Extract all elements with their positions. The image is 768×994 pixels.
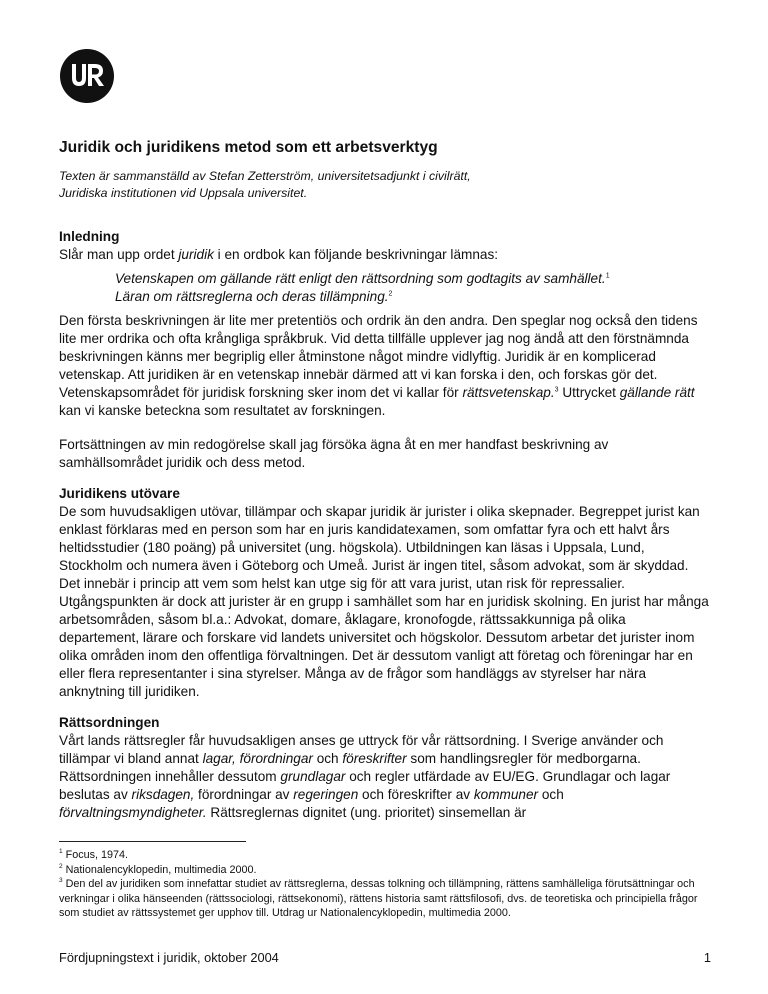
section-utovare bbox=[59, 484, 709, 701]
footnote: $^1$ Focus, 1974. bbox=[59, 848, 129, 861]
footnotes bbox=[59, 848, 711, 921]
section-heading: Inledning bbox=[59, 229, 120, 244]
definition-quotes bbox=[115, 270, 709, 306]
section-inledning bbox=[59, 227, 709, 472]
quote-line: Vetenskapen om gällande rätt enligt den rättsordning som godtagits av samhället.$^1$ bbox=[115, 271, 610, 286]
section-rattsordningen bbox=[59, 713, 709, 822]
document-body bbox=[59, 138, 709, 822]
page-title: Juridik och juridikens metod som ett arbetsverktyg bbox=[59, 139, 438, 156]
footnote-ref[interactable]: 1 bbox=[605, 272, 610, 280]
body-paragraph: Fortsättningen av min redogörelse skall jag försöka ägna åt en mer handfast beskrivning av samhällsområdet juridik och dess metod. bbox=[59, 437, 609, 470]
section-heading: Juridikens utövare bbox=[59, 486, 180, 501]
byline-line: Texten är sammanställd av Stefan Zetterström, universitetsadjunkt i civilrätt, bbox=[59, 169, 471, 183]
footnote-ref[interactable]: 3 bbox=[554, 386, 559, 394]
byline-line: Juridiska institutionen vid Uppsala universitet. bbox=[59, 186, 308, 200]
footnote: $^2$ Nationalencyklopedin, multimedia 2000. bbox=[59, 862, 257, 876]
page-number: 1 bbox=[703, 950, 711, 965]
intro-paragraph: Slår man upp ordet juridik i en ordbok kan följande beskrivningar lämnas: bbox=[59, 247, 499, 262]
quote-line: Läran om rättsreglerna och deras tillämpning.$^2$ bbox=[115, 289, 393, 304]
footnote-divider bbox=[59, 841, 246, 842]
body-paragraph: Vårt lands rättsregler får huvudsakligen anses ge uttryck för vår rättsordning. I Sverige använder och tillämpar vi bland annat lagar, förordningar och föreskrifter som handlingsregler för medborgarna. Rättsordningen innehåller dessutom grundlagar och regler utfärdade av EU/EG. Grundlagar och lagar beslutas av riksdagen, förordningar av regeringen och föreskrifter av kommuner och förvaltningsmyndigheter. Rättsreglernas dignitet (ung. prioritet) sinsemellan är bbox=[59, 733, 671, 820]
section-heading: Rättsordningen bbox=[59, 715, 160, 730]
page-footer bbox=[59, 950, 711, 966]
body-paragraph: Den första beskrivningen är lite mer pretentiös och ordrik än den andra. Den speglar nog också den tidens lite mer ordrika och ofta krångliga språkbruk. Vid detta tillfälle upplever jag nog ändå att den förstnämnda beskrivningen känns mer begriplig eller åtminstone något mindre vidlyftig. Juridik är en komplicerad vetenskap. Att juridiken är en vetenskap innebär därmed att vi kan forska i den, och forskas gör det. Vetenskapsområdet för juridisk forskning sker inom det vi kallar för rättsvetenskap.$^3$ Uttrycket gällande rätt kan vi kanske beteckna som resultatet av forskningen. bbox=[59, 313, 698, 418]
byline bbox=[59, 168, 709, 202]
footer-text: Fördjupningstext i juridik, oktober 2004 bbox=[59, 950, 279, 965]
body-paragraph: De som huvudsakligen utövar, tillämpar och skapar juridik är jurister i olika skepnader. Begreppet jurist kan enklast förklaras med en person som har en juris kandidatexamen, som omfattar fyra och ett halvt års heltidsstudier (180 poäng) på universitet (ung. högskola). Utbildningen kan läsas i Uppsala, Lund, Stockholm och numera även i Göteborg och Umeå. Jurist är ingen titel, såsom advokat, som är skyddad. Det innebär i princip att vem som helst kan utge sig för att vara jurist, utan risk för repressalier. Utgångspunkten är dock att jurister är en grupp i samhället som har en juridisk skolning. En jurist har många arbetsområden, såsom bl.a.: Advokat, domare, åklagare, kronofogde, rättssakkunniga på olika departement, lärare och forskare vid landets universitet och högskolor. Dessutom arbetar det jurister inom olika områden inom den offentliga förvaltningen. Det är dessutom vanligt att företag och föreningar har en eller flera representanter i sina styrelser. Många av de frågor som handläggs av styrelser har nära anknytning till juridiken. bbox=[59, 504, 709, 699]
footnote-ref[interactable]: 2 bbox=[388, 290, 393, 298]
ur-logo bbox=[59, 48, 115, 104]
footnote: $^3$ Den del av juridiken som innefattar studiet av rättsreglerna, dessas tolkning och tillämpning, rättens samhälleliga förutsättningar och verkningar i olika hänseenden (rättssociologi, rättsekonomi), rättens historia samt rättsfilosofi, dvs. de teoretiska och principiella frågor som studiet av rättssystemet ger upphov till. Utdrag ur Nationalencyklopedin, multimedia 2000. bbox=[59, 877, 698, 919]
